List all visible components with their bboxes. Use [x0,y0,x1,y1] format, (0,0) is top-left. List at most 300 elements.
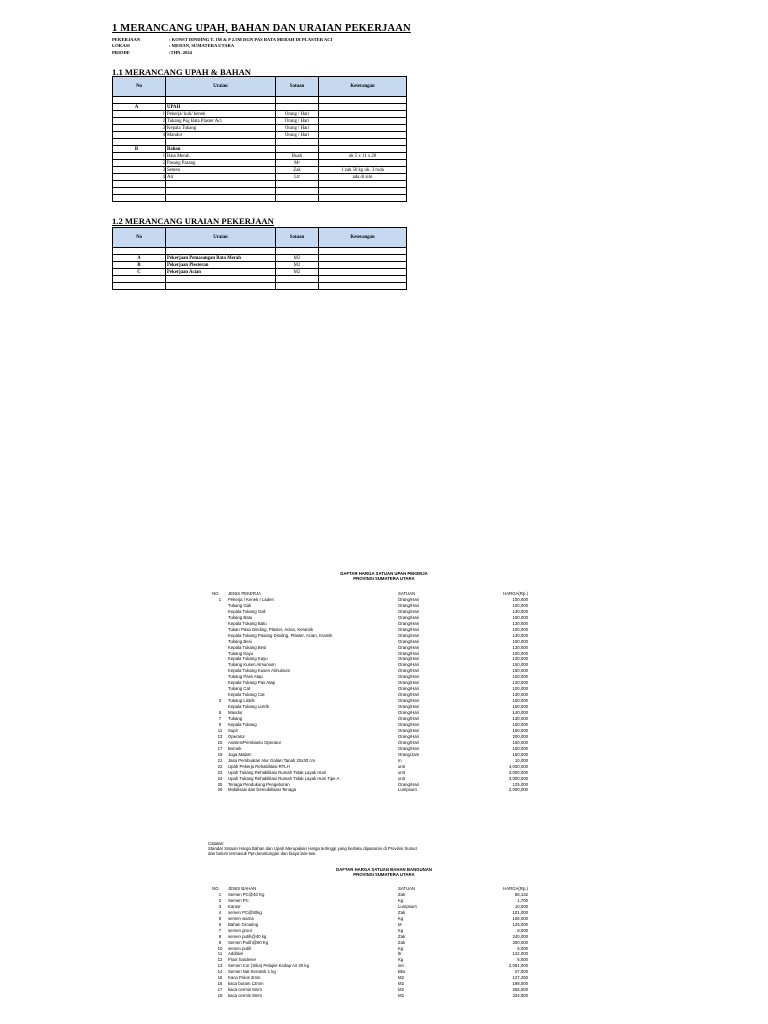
row-keterangan [319,262,407,269]
row-jenis: Kepala Tukang Kusen Almunium [228,668,291,674]
row-uraian: Bata Merah [166,153,276,160]
row-jenis: Kepala Tukang Kayu [228,656,268,662]
row-harga: 160,000 [512,668,528,674]
row-keterangan [319,255,407,262]
row-no: 26 [217,787,223,793]
row-satuan [276,97,319,104]
row-no: 12 [217,957,223,963]
row-jenis: Operator [228,733,245,739]
row-harga: 6,000 [517,945,528,951]
row-satuan: Orang/Hari [398,596,420,602]
row-satuan: Orang/Hari [398,721,420,727]
row-uraian [166,248,276,255]
row-jenis: Upah Tukang Rehabilitasi Rumah Tidak Layak Huni Tipe A [228,775,340,781]
header-no: No [113,228,166,248]
row-satuan [276,195,319,202]
row-no: 7 [218,927,222,933]
row-jenis: Asisten/Pembantu Operator [228,739,282,745]
table-row [113,139,407,146]
table-row [113,153,407,160]
row-jenis: kaca cermin 5mm [228,987,262,993]
row-jenis: Semen Cor (Sika) Pelapis Kedap Air 20 kg [228,963,309,969]
row-no: 17 [217,987,223,993]
row-no: 24 [217,775,223,781]
row-harga: 100,000 [512,674,528,680]
row-jenis: Semen Putih@50 Kg [228,939,269,945]
row-satuan: Orang/Hari [398,632,420,638]
row-jenis: Kaca Polos 3mm [228,975,261,981]
row-group: B [113,262,166,269]
meta-value: : KONST DINDING T. 1M & P 2.5M DGN PAS BATA MERAH DI PLASTER ACI [169,37,333,42]
row-keterangan [319,248,407,255]
row-harga: 150,000 [512,751,528,757]
notes-line: dan belum termasuk Ppn,keuntungan dan biaya lain-lain. [208,851,317,856]
table-row [113,255,407,262]
row-no: 8 [218,933,222,939]
meta-key: LOKASI [112,43,130,49]
row-keterangan [319,139,407,146]
upah-list-title [0,571,768,581]
row-jenis: Bahan Grouting [228,921,259,927]
row-jenis: Tukang Cat [228,686,251,692]
row-satuan: Orang/Hari [398,739,420,745]
row-harga: 100,000 [512,686,528,692]
row-satuan: Orang/Hari [398,650,420,656]
table-row [212,993,528,999]
row-jenis: Tenaga Pendukung Pengeboran [228,781,290,787]
row-satuan: Orang/Hari [398,626,420,632]
row-harga: 150,000 [512,721,528,727]
row-keterangan [319,104,407,111]
row-no [113,104,166,111]
row-uraian: Bahan [166,146,276,153]
row-harga: 240,000 [512,933,528,939]
row-number: 4 [162,132,165,138]
row-keterangan: ada di situ [319,174,407,181]
row-harga: 150,000 [512,698,528,704]
bahan-title-line2: PROVINSI SUMATERA UTARA [353,872,415,877]
row-jenis: semen PC@50kg [228,909,262,915]
row-uraian [166,139,276,146]
row-harga: 106,000 [512,915,528,921]
row-number: 2 [162,160,165,166]
row-uraian: UPAH [166,104,276,111]
header-jenis: JENIS PEKERJA [228,591,261,596]
bahan-price-table [212,886,528,999]
row-jenis: Mobilisasi dan Demobilisasi Tenaga [228,787,296,793]
header-satuan: Satuan [276,77,319,97]
row-uraian [166,181,276,188]
row-group: A [134,104,139,110]
section-title-uraian-pekerjaan: 1.2 MERANCANG URAIAN PEKERJAAN [112,216,274,226]
row-harga: 125,000 [512,781,528,787]
row-jenis: Kepala Tukang Cat [228,692,265,698]
row-no: 5 [218,915,222,921]
row-satuan: Orang / Hari [276,132,319,139]
row-satuan: Orang / Hari [276,111,319,118]
row-satuan: Orang/Hari [398,704,420,710]
bahan-list-title [0,867,768,877]
row-satuan: Orang/Hari [398,638,420,644]
upah-price-table [212,591,528,793]
row-harga: 130,000 [512,608,528,614]
row-no: 11 [217,727,223,733]
row-jenis: Tukan Pasa Dinding, Plaster, Acian, Keramik [228,626,314,632]
row-no [113,118,166,125]
row-jenis: Semen PC@40 Kg [228,891,265,897]
row-jenis: Kepala Tukang Pasang Dinding, Plaster, Acian, Kramik [228,632,333,638]
table-row [113,269,407,276]
row-number: 2 [162,118,165,124]
row-harga: 3,000,000 [508,775,528,781]
table-row [113,160,407,167]
row-satuan: Zak [398,909,406,915]
row-keterangan [319,132,407,139]
row-jenis: Upah Pekerja Rehabilitasi RTLH [228,763,290,769]
row-jenis: Tukang Besi [228,638,252,644]
row-jenis: Kepala Tukang Pas Atap [228,680,276,686]
row-harga: 130,000 [512,680,528,686]
row-jenis: Tukang Batu [228,614,253,620]
row-keterangan [319,283,407,290]
row-satuan: Kg [398,945,404,951]
row-satuan: M³ [276,160,319,167]
row-satuan: Orang/Hari [398,781,420,787]
row-harga: 130,000 [512,716,528,722]
row-group: B [134,146,139,152]
row-no: 18 [217,993,223,999]
row-satuan: Orang / Hari [276,125,319,132]
table-row [113,167,407,174]
row-jenis: Mandor [228,710,243,716]
row-jenis: Bomek [228,745,242,751]
row-jenis: Semen PC [228,897,249,903]
row-harga: 100,000 [512,650,528,656]
table-row [113,118,407,125]
row-no: 1 [218,891,222,897]
row-harga: 8,000 [517,927,528,933]
row-keterangan: 1 zak 50 kg uk. 3 roda [319,167,407,174]
row-keterangan [319,97,407,104]
row-no [113,146,166,153]
row-jenis: Tukang [228,716,243,722]
row-uraian: Mandor [166,132,276,139]
table-row [113,181,407,188]
row-no: 3 [218,698,222,704]
row-jenis: kaca cermin 8mm [228,993,262,999]
row-no: 2 [218,897,222,903]
row-harga: 100,000 [512,638,528,644]
row-no: 9 [218,939,222,945]
row-satuan [276,146,319,153]
row-jenis: Tukang Gali [228,602,252,608]
row-harga: 140,000 [512,710,528,716]
row-satuan: Orang/Hari [398,602,420,608]
row-group [113,283,166,290]
row-satuan: Kg [398,897,404,903]
row-keterangan [319,146,407,153]
row-satuan: Kg [398,915,404,921]
row-uraian [166,195,276,202]
row-jenis: Additive [228,951,244,957]
upah-bahan-table [112,76,407,202]
row-no: 5 [218,710,222,716]
row-no: 11 [217,951,223,957]
row-keterangan [319,111,407,118]
row-satuan: Orang/Hari [398,698,420,704]
meta-key: PEKERJAAN [112,37,141,42]
row-harga: 4,000,000 [508,763,528,769]
row-harga: 160,000 [512,704,528,710]
row-no [113,153,166,160]
row-jenis: kaca buram 12mm [228,981,264,987]
row-harga: 130,000 [512,692,528,698]
row-harga: 100,000 [512,626,528,632]
row-jenis: Kepala Tukang Gali [228,608,266,614]
row-satuan: unit [398,775,405,781]
row-no: 13 [217,733,223,739]
table-row [113,104,407,111]
table-row [113,195,407,202]
row-satuan: M [398,921,402,927]
row-no [113,174,166,181]
row-no [113,181,166,188]
table-header-row [113,228,407,248]
header-no: NO. [212,886,220,891]
header-harga: HARGA(Rp.) [503,886,528,891]
row-satuan [276,283,319,290]
row-harga: 150,000 [512,745,528,751]
row-satuan: M2 [276,262,319,269]
row-no [113,167,166,174]
row-number: 4 [162,174,165,180]
row-satuan: unit [398,769,405,775]
table-row [113,248,407,255]
row-satuan: set [398,963,404,969]
row-harga: 300,000 [512,939,528,945]
row-harga: 150,000 [512,727,528,733]
row-no: 16 [217,981,223,987]
row-no: 10 [217,945,223,951]
row-harga: 3,000,000 [508,769,528,775]
project-meta [112,37,332,56]
header-uraian: Uraian [166,228,276,248]
row-jenis: Floor hardener [228,957,257,963]
table-row [113,262,407,269]
row-group: A [113,255,166,262]
row-satuan: m [398,757,402,763]
row-no: 15 [217,975,223,981]
row-satuan: Kg [398,927,404,933]
row-satuan [276,139,319,146]
table-row [212,787,528,793]
row-harga: 122,000 [512,951,528,957]
row-jenis: Kepala Tukang Batu [228,620,267,626]
row-uraian: Pekerjaan Acian [166,269,276,276]
row-jenis: Juga Malam [228,751,252,757]
row-jenis: semen putih [228,945,252,951]
table-row [113,97,407,104]
row-uraian: Pasang Pasang [166,160,276,167]
notes-line: Standar Satuan Harga Bahan dan Upah Merupakan Harga tertinggi yang berlaku dipasaran di Provinsi Sumut [208,846,417,851]
row-jenis: Tukang Kayu [228,650,254,656]
row-satuan: Bks [398,969,406,975]
row-satuan: Orang/Hari [398,656,420,662]
row-satuan: Orang/Hari [398,608,420,614]
document-title: 1 MERANCANG UPAH, BAHAN DAN URAIAN PEKERJAAN [112,23,411,34]
row-satuan: Zak [398,933,406,939]
row-harga: 10,000 [514,903,528,909]
row-keterangan [319,276,407,283]
table-row [113,283,407,290]
row-satuan: ltr [398,951,402,957]
row-satuan: Orang/Hari [398,674,420,680]
row-harga: 101,000 [512,909,528,915]
row-jenis: Tukang Kusen Almunium [228,662,276,668]
row-harga: 198,000 [512,981,528,987]
row-satuan: Orang/Jam [398,751,420,757]
row-satuan: Orang/Hari [398,668,420,674]
row-uraian: Pekerjaan Pemasangan Bata Merah [166,255,276,262]
row-jenis: Kepala Tukang Listrik [228,704,270,710]
row-number: 3 [162,167,165,173]
row-no: 7 [218,716,222,722]
row-satuan: Orang/Hari [398,644,420,650]
row-uraian: Air [166,174,276,181]
table-row [113,174,407,181]
row-harga: 125,000 [512,921,528,927]
row-harga: 150,000 [512,662,528,668]
header-satuan: Satuan [276,228,319,248]
header-keterangan: Keterangan [319,228,407,248]
row-no: 3 [218,903,222,909]
row-no [113,111,166,118]
row-satuan: Lumpsum [398,903,417,909]
row-harga: 130,000 [512,644,528,650]
row-no: 13 [217,963,223,969]
row-no [113,139,166,146]
section-title-upah-bahan: 1.1 MERANCANG UPAH & BAHAN [112,67,252,77]
row-satuan [276,104,319,111]
row-no: 6 [218,921,222,927]
table-row [113,111,407,118]
row-satuan: Orang/Hari [398,662,420,668]
row-no: 4 [218,909,222,915]
notes-label: Catatan: [208,841,225,846]
row-satuan: Kg [398,957,404,963]
table-row [113,132,407,139]
row-uraian: Tukang Psg Bata Plaster Aci [166,118,276,125]
row-no [113,132,166,139]
row-group [113,276,166,283]
row-keterangan [319,125,407,132]
row-harga: 66,132 [514,891,528,897]
row-satuan: M2 [276,255,319,262]
row-uraian [166,97,276,104]
row-jenis: Tukang Listrik [228,698,255,704]
row-jenis: Kantor [228,903,241,909]
row-satuan: Orang/Hari [398,620,420,626]
row-satuan: Orang/Hari [398,692,420,698]
header-jenis: JENIS BAHAN [228,886,257,891]
meta-value: : MEDAN, SUMATERA UTARA [169,43,235,49]
row-satuan: Zak [276,167,319,174]
row-satuan: Zak [398,891,406,897]
row-satuan: M2 [398,993,404,999]
row-satuan: Orang/Hari [398,727,420,733]
row-harga: 100,000 [512,602,528,608]
table-header-row [113,77,407,97]
header-uraian: Uraian [166,77,276,97]
row-satuan: M2 [398,987,404,993]
header-no: No [113,77,166,97]
row-no: 25 [217,781,223,787]
row-satuan: unit [398,763,405,769]
row-jenis: Semen Nat Keramik 1 kg [228,969,276,975]
row-harga: 200,000 [512,733,528,739]
row-satuan: Ltr [276,174,319,181]
row-harga: 160,000 [512,739,528,745]
header-satuan: SATUAN [398,591,416,596]
row-group [113,248,166,255]
row-harga: 334,800 [512,993,528,999]
row-no: 14 [217,969,223,975]
row-jenis: semen putih@40 kg [228,933,267,939]
row-jenis: semen grout [228,927,252,933]
row-no [113,125,166,132]
meta-row-priode [112,50,332,56]
row-jenis: Kepala Tukang Besi [228,644,267,650]
row-satuan: Buah [276,153,319,160]
row-satuan: Orang/Hari [398,745,420,751]
row-no: 15 [217,739,223,745]
row-keterangan [319,188,407,195]
row-satuan: M2 [398,981,404,987]
header-harga: HARGA(Rp.) [503,591,528,596]
row-jenis: Upah Tukang Rehabilitasi Rumah Tidak Layak Huni [228,769,327,775]
row-no: 17 [217,745,223,751]
row-no [113,195,166,202]
row-satuan: Orang / Hari [276,118,319,125]
row-no: 1 [218,596,222,602]
row-satuan [276,276,319,283]
row-no: 21 [217,757,223,763]
bahan-title-line1: DAFTAR HARGA SATUAN BAHAN BANGUNAN [336,867,432,872]
row-number: 1 [162,111,165,117]
row-no: 22 [217,763,223,769]
uraian-pekerjaan-table [112,227,407,290]
row-satuan [276,248,319,255]
row-uraian [166,283,276,290]
notes [208,841,417,856]
meta-key: PRIODE [112,49,130,55]
row-satuan: Orang/Hari [398,710,420,716]
row-harga: 100,000 [512,614,528,620]
row-harga: 130,000 [512,620,528,626]
row-satuan: Zak [398,939,406,945]
row-number: 1 [162,153,165,159]
upah-title-line1: DAFTAR HARGA SATUAN UPAH PEKERJA [340,571,428,576]
row-jenis: Jasa Pembuatan Alur Galian Tanah 20x30 cm [228,757,316,763]
row-satuan: Orang/Hari [398,680,420,686]
row-jenis: Pekerja / Kenek / Laden [228,596,274,602]
row-jenis: Supir [228,727,239,733]
row-keterangan [319,160,407,167]
row-no [113,160,166,167]
table-row [113,146,407,153]
table-row [113,276,407,283]
row-no [113,188,166,195]
